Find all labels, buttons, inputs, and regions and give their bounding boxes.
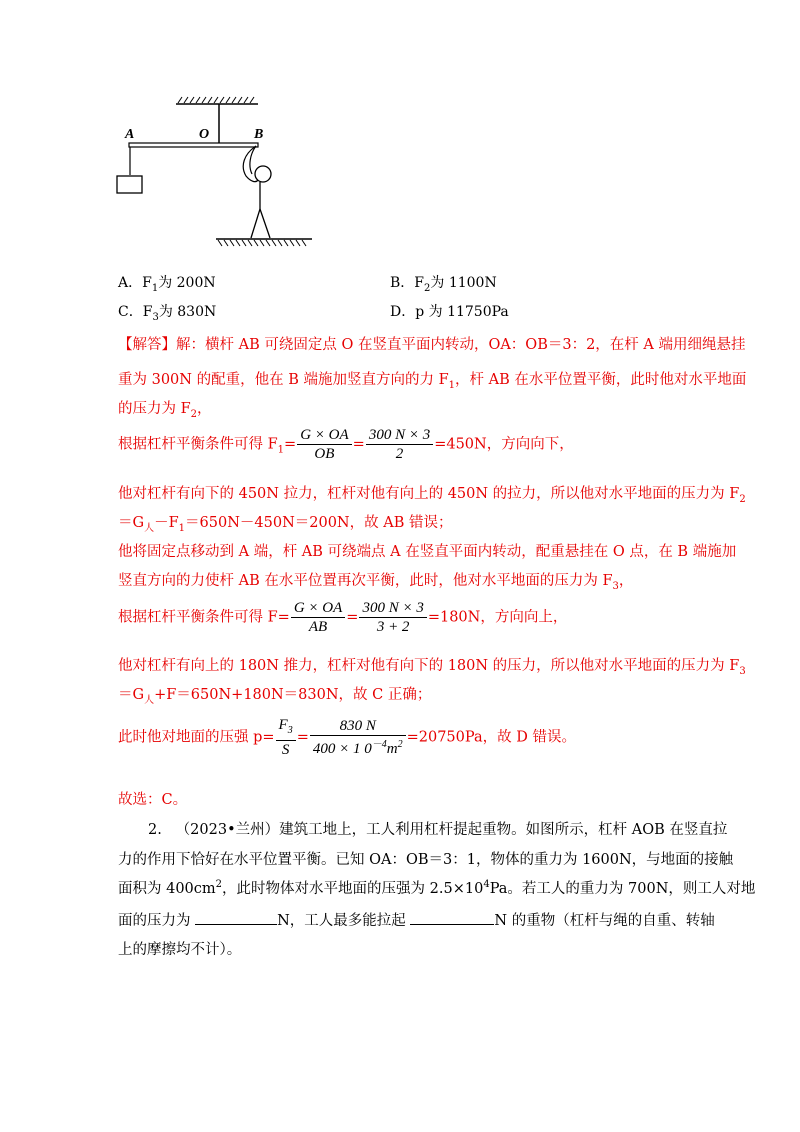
- lever-diagram: [110, 90, 320, 255]
- equation-1: 根据杠杆平衡条件可得 $F_1=$ $\frac{G \times OA}{OB}$ = $\frac{300 N \times 3}{2}$ =450N，方向向下，: [118, 427, 574, 462]
- question-2-line-5: 上的摩擦均不计）。: [118, 942, 242, 958]
- option-a: A．$F_1$为 200N: [118, 275, 216, 294]
- question-number: 2.: [148, 822, 162, 838]
- question-2-line-4: 面的压力为 N，工人最多能拉起 N 的重物（杠杆与绳的自重、转轴: [118, 909, 715, 930]
- solution-line-7: 他将固定点移动到 A 端，杆 AB 可绕端点 A 在竖直平面内转动，配重悬挂在 O 点，在 B 端施加: [118, 544, 737, 560]
- solution-line-6: $=G_人-F_1=650N-450N=200N$，故 AB 错误；: [118, 515, 453, 534]
- answer-line: 故选：C。: [118, 792, 188, 808]
- solution-line-5: 他对杠杆有向下的 450N 拉力，杠杆对他有向上的 450N 的拉力，所以他对水平地面的压力为 $F_2$: [118, 486, 746, 505]
- solution-tag: 【解答】: [118, 337, 176, 353]
- equation-3: 此时他对地面的压强 p= $\frac{F_3}{S}$ = $\frac{830 N}{400 \times 1 0^{-4}m^2}$ =20750Pa，故 D 错误。: [118, 717, 576, 758]
- label-o: O: [199, 127, 210, 142]
- question-2-line-2: 力的作用下恰好在水平位置平衡。已知 OA：OB＝3：1，物体的重力为 1600N，与地面的接触: [118, 852, 734, 868]
- solution-line-1: 【解答】解：横杆 AB 可绕固定点 O 在竖直平面内转动，OA：OB＝3：2，在杆 A 端用细绳悬挂: [118, 337, 746, 353]
- answer-blank-1[interactable]: [195, 910, 277, 925]
- solution-line-8: 竖直方向的力使杆 AB 在水平位置再次平衡，此时，他对水平地面的压力为 $F_3$，: [118, 573, 634, 592]
- option-c: C．$F_3$为 830N: [118, 304, 217, 323]
- label-b: B: [254, 127, 264, 142]
- label-a: A: [125, 127, 135, 142]
- option-b: B．$F_2$为 1100N: [390, 275, 497, 294]
- option-d: D．p 为 11750Pa: [390, 304, 509, 320]
- question-2-line-3: 面积为 $400cm^2$，此时物体对水平地面的压强为 $2.5\times 10^4Pa$。若工人的重力为 700N，则工人对地: [118, 879, 756, 897]
- question-2-line-1: 2. （2023•兰州）建筑工地上，工人利用杠杆提起重物。如图所示，杠杆 AOB 在竖直拉: [148, 822, 728, 838]
- answer-blank-2[interactable]: [410, 910, 494, 925]
- solution-line-11: $=G_人+F=650N+180N=830N$，故 C 正确；: [118, 687, 432, 706]
- solution-line-2: 重为 300N 的配重，他在 B 端施加竖直方向的力 $F_1$，杆 AB 在水平位置平衡，此时他对水平地面: [118, 372, 747, 391]
- solution-line-10: 他对杠杆有向上的 180N 推力，杠杆对他有向下的 180N 的压力，所以他对水平地面的压力为 $F_3$: [118, 658, 746, 677]
- solution-line-3: 的压力为 $F_2$，: [118, 401, 212, 420]
- equation-2: 根据杠杆平衡条件可得 F= $\frac{G \times OA}{AB}$ = $\frac{300 N \times 3}{3 + 2}$ =180N，方向向上，: [118, 600, 568, 635]
